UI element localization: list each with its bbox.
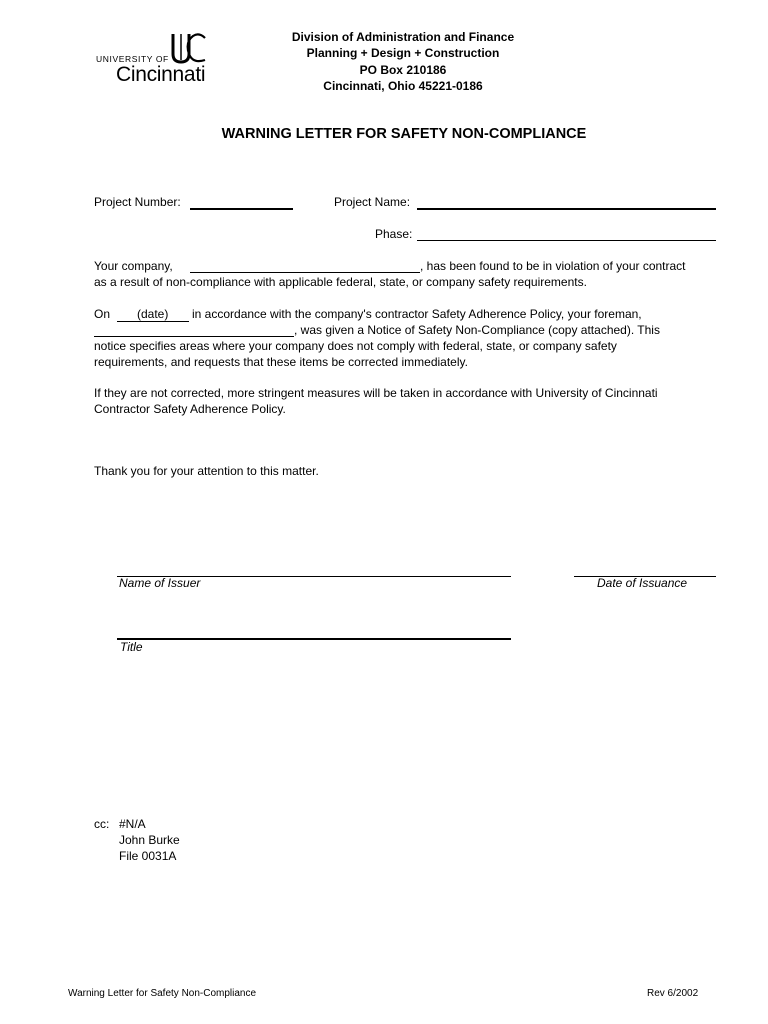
paragraph2-line2: , was given a Notice of Safety Non-Compliance (copy attached). This — [294, 323, 660, 337]
paragraph2-rest: in accordance with the company's contractor Safety Adherence Policy, your foreman, — [192, 307, 642, 321]
document-title: WARNING LETTER FOR SAFETY NON-COMPLIANCE — [221, 126, 587, 142]
cc-line1: #N/A — [119, 817, 146, 831]
date-field[interactable] — [117, 321, 189, 322]
project-number-label: Project Number: — [94, 195, 181, 209]
project-name-field[interactable] — [417, 208, 716, 210]
logo-cincinnati: Cincinnati — [116, 63, 206, 86]
letterhead-address — [240, 29, 566, 94]
paragraph1-start: Your company, — [94, 259, 173, 273]
paragraph2-on: On — [94, 307, 111, 321]
foreman-name-field[interactable] — [94, 336, 294, 337]
footer-document-name: Warning Letter for Safety Non-Compliance — [68, 988, 257, 999]
header-division: Division of Administration and Finance — [291, 30, 515, 44]
logo-university-of: UNIVERSITY OF — [96, 54, 169, 64]
paragraph3-line1: If they are not corrected, more stringent measures will be taken in accordance with University of Cincinnati — [94, 386, 658, 400]
paragraph3-line2: Contractor Safety Adherence Policy. — [94, 402, 286, 416]
paragraph2-line4: requirements, and requests that these items be corrected immediately. — [94, 355, 468, 369]
closing-line: Thank you for your attention to this matter. — [94, 464, 319, 478]
header-po-box: PO Box 210186 — [359, 62, 447, 77]
date-of-issuance-label: Date of Issuance — [597, 576, 688, 590]
uc-monogram-icon — [169, 32, 209, 68]
cc-line3: File 0031A — [119, 849, 177, 863]
project-name-label: Project Name: — [334, 195, 411, 209]
cc-label: cc: — [94, 817, 110, 831]
name-of-issuer-label: Name of Issuer — [119, 576, 201, 590]
footer-revision: Rev 6/2002 — [647, 988, 699, 999]
paragraph1-end: , has been found to be in violation of your contract — [420, 259, 686, 273]
title-line[interactable] — [117, 638, 511, 640]
university-logo — [96, 32, 218, 88]
company-name-field[interactable] — [190, 272, 420, 273]
cc-line2: John Burke — [119, 833, 180, 847]
date-placeholder: (date) — [137, 307, 169, 321]
paragraph1-line2: as a result of non-compliance with applicable federal, state, or company safety requirements. — [94, 275, 587, 289]
header-city: Cincinnati, Ohio 45221-0186 — [323, 78, 483, 93]
phase-label: Phase: — [375, 227, 413, 241]
phase-field[interactable] — [417, 240, 716, 241]
header-department: Planning + Design + Construction — [306, 46, 500, 61]
paragraph2-line3: notice specifies areas where your company does not comply with federal, state, or company safety — [94, 339, 617, 353]
project-number-field[interactable] — [190, 208, 293, 210]
title-label: Title — [120, 640, 143, 654]
